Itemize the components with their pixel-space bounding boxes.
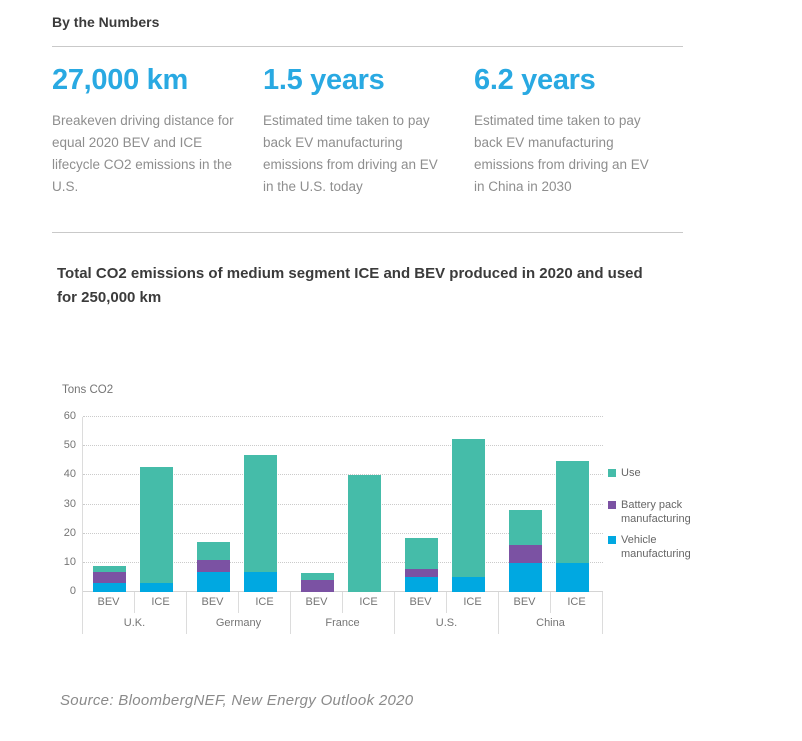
stat-payback-china (474, 64, 685, 198)
bar-france-bev-use (301, 573, 334, 580)
chart-title: Total CO2 emissions of medium segment ICE and BEV produced in 2020 and used for 250,000 km (57, 265, 643, 306)
stat-value: 1.5 years (263, 64, 385, 96)
bar-u-s-ice-vehicle-manufacturing (452, 577, 485, 592)
bar-u-s-ice-use (452, 439, 485, 578)
x-group-label-u-k: U.K. (83, 613, 187, 634)
bar-u-k-ice-use (140, 467, 173, 584)
plot-area (82, 417, 603, 592)
gridline-60 (83, 416, 603, 417)
bar-u-k-bev-use (93, 566, 126, 572)
x-label-u-s-ice: ICE (447, 592, 499, 613)
bar-germany-bev-battery-pack-manufacturing (197, 560, 230, 572)
divider-top (52, 46, 683, 47)
legend-item-vehicle-manufacturing (608, 533, 748, 561)
y-tick-30: 30 (63, 497, 76, 510)
legend-swatch-icon (608, 536, 616, 544)
x-label-france-ice: ICE (343, 592, 395, 613)
bar-china-bev-use (509, 510, 542, 545)
y-tick-20: 20 (63, 526, 76, 539)
y-axis-title: Tons CO2 (62, 384, 114, 396)
y-tick-0: 0 (69, 585, 76, 597)
section-title: By the Numbers (52, 14, 160, 30)
bar-germany-ice-use (244, 455, 277, 572)
x-label-france-bev: BEV (291, 592, 343, 613)
y-tick-40: 40 (63, 468, 76, 481)
stat-description: Breakeven driving distance for equal 2020 BEV and ICE lifecycle CO2 emissions in the U.S. (52, 113, 234, 194)
bar-u-s-bev-vehicle-manufacturing (405, 577, 438, 592)
legend-label: Vehicle manufacturing (621, 534, 691, 560)
bar-germany-bev-use (197, 542, 230, 560)
bar-u-k-bev-battery-pack-manufacturing (93, 572, 126, 584)
divider-middle (52, 232, 683, 233)
x-label-u-k-bev: BEV (83, 592, 135, 613)
legend-swatch-icon (608, 501, 616, 509)
y-tick-10: 10 (63, 555, 76, 568)
y-tick-50: 50 (63, 439, 76, 452)
bar-china-bev-vehicle-manufacturing (509, 563, 542, 592)
group-label-row (83, 613, 604, 634)
x-group-label-france: France (291, 613, 395, 634)
x-label-china-ice: ICE (551, 592, 603, 613)
source-note: Source: BloombergNEF, New Energy Outlook 2020 (60, 692, 414, 709)
bar-germany-bev-vehicle-manufacturing (197, 572, 230, 592)
x-group-label-germany: Germany (187, 613, 291, 634)
gridline-50 (83, 445, 603, 446)
y-tick-60: 60 (63, 410, 76, 422)
legend-label: Battery pack manufacturing (621, 499, 691, 525)
bar-china-ice-vehicle-manufacturing (556, 563, 589, 592)
legend-swatch-icon (608, 469, 616, 477)
bar-u-s-bev-use (405, 538, 438, 569)
x-label-u-k-ice: ICE (135, 592, 187, 613)
co2-emissions-chart (52, 382, 772, 647)
stat-value: 27,000 km (52, 64, 188, 96)
bar-u-k-ice-vehicle-manufacturing (140, 583, 173, 592)
x-label-china-bev: BEV (499, 592, 551, 613)
x-axis-labels (82, 592, 604, 634)
x-label-germany-ice: ICE (239, 592, 291, 613)
bar-label-row (83, 592, 604, 613)
bar-china-bev-battery-pack-manufacturing (509, 545, 542, 563)
stat-description: Estimated time taken to pay back EV manufacturing emissions from driving an EV in China in 2030 (474, 113, 649, 194)
chart-legend (608, 466, 748, 568)
stat-breakeven-distance (52, 64, 263, 198)
stat-description: Estimated time taken to pay back EV manufacturing emissions from driving an EV in the U.S. today (263, 113, 438, 194)
x-group-label-china: China (499, 613, 603, 634)
bar-u-s-bev-battery-pack-manufacturing (405, 569, 438, 578)
bar-france-bev-battery-pack-manufacturing (301, 580, 334, 592)
bar-u-k-bev-vehicle-manufacturing (93, 583, 126, 592)
bar-germany-ice-vehicle-manufacturing (244, 572, 277, 592)
bar-france-ice-use (348, 475, 381, 592)
legend-label: Use (621, 467, 641, 479)
x-group-label-u-s: U.S. (395, 613, 499, 634)
x-label-germany-bev: BEV (187, 592, 239, 613)
stat-value: 6.2 years (474, 64, 596, 96)
stats-row (52, 64, 712, 198)
bar-china-ice-use (556, 461, 589, 563)
legend-item-use (608, 466, 748, 480)
x-label-u-s-bev: BEV (395, 592, 447, 613)
legend-item-battery-pack-manufacturing (608, 498, 748, 526)
stat-payback-us (263, 64, 474, 198)
